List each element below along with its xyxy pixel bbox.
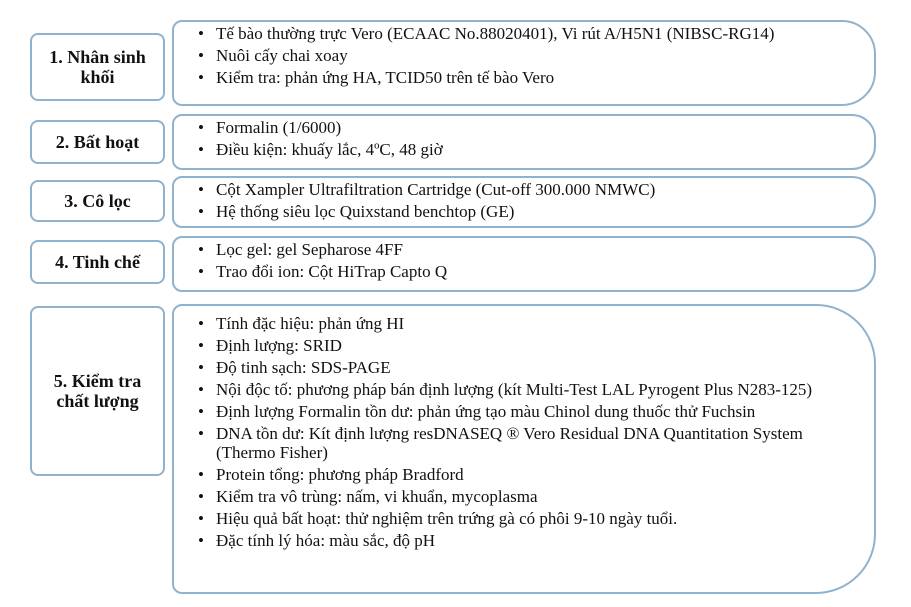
step-1-item: • Nuôi cấy chai xoay — [198, 46, 862, 65]
step-2-details — [172, 114, 876, 170]
step-1-details — [172, 20, 876, 106]
step-5-item: • Đặc tính lý hóa: màu sắc, độ pH — [198, 531, 862, 550]
step-5-item: • Tính đặc hiệu: phản ứng HI — [198, 314, 862, 333]
step-5-label-text: 5. Kiểm tra chất lượng — [53, 371, 142, 411]
step-3-item: • Cột Xampler Ultrafiltration Cartridge (Cut-off 300.000 NMWC) — [198, 180, 862, 199]
step-1-label — [30, 33, 165, 101]
step-4-label-text: 4. Tinh chế — [55, 252, 140, 272]
step-2-item: • Điều kiện: khuấy lắc, 4ºC, 48 giờ — [198, 140, 862, 159]
step-1-label-text: 1. Nhân sinh khối — [49, 47, 146, 87]
step-3-label-text: 3. Cô lọc — [64, 191, 131, 211]
step-3-details — [172, 176, 876, 228]
step-1-item: • Kiểm tra: phản ứng HA, TCID50 trên tế bào Vero — [198, 68, 862, 87]
step-4-item: • Lọc gel: gel Sepharose 4FF — [198, 240, 862, 259]
step-5-label — [30, 306, 165, 476]
step-3-label — [30, 180, 165, 222]
step-5-item: • Định lượng: SRID — [198, 336, 862, 355]
step-5-item: • Độ tinh sạch: SDS-PAGE — [198, 358, 862, 377]
step-2-item: • Formalin (1/6000) — [198, 118, 862, 137]
step-5-item: • Định lượng Formalin tồn dư: phản ứng tạo màu Chinol dung thuốc thử Fuchsin — [198, 402, 862, 421]
step-5-item: • Hiệu quả bất hoạt: thử nghiệm trên trứng gà có phôi 9-10 ngày tuổi. — [198, 509, 862, 528]
step-2-label — [30, 120, 165, 164]
step-2-label-text: 2. Bất hoạt — [55, 132, 140, 152]
step-5-details — [172, 304, 876, 594]
step-3-item: • Hệ thống siêu lọc Quixstand benchtop (GE) — [198, 202, 862, 221]
step-4-item: • Trao đổi ion: Cột HiTrap Capto Q — [198, 262, 862, 281]
step-5-item: • Protein tổng: phương pháp Bradford — [198, 465, 862, 484]
step-5-item: • DNA tồn dư: Kít định lượng resDNASEQ ® Vero Residual DNA Quantitation System (Thermo Fisher) — [198, 424, 862, 462]
step-5-item: • Kiểm tra vô trùng: nấm, vi khuẩn, mycoplasma — [198, 487, 862, 506]
step-4-label — [30, 240, 165, 284]
step-1-item: • Tế bào thường trực Vero (ECAAC No.88020401), Vi rút A/H5N1 (NIBSC-RG14) — [198, 24, 862, 43]
step-5-item: • Nội độc tố: phương pháp bán định lượng (kít Multi-Test LAL Pyrogent Plus N283-125) — [198, 380, 862, 399]
step-4-details — [172, 236, 876, 292]
